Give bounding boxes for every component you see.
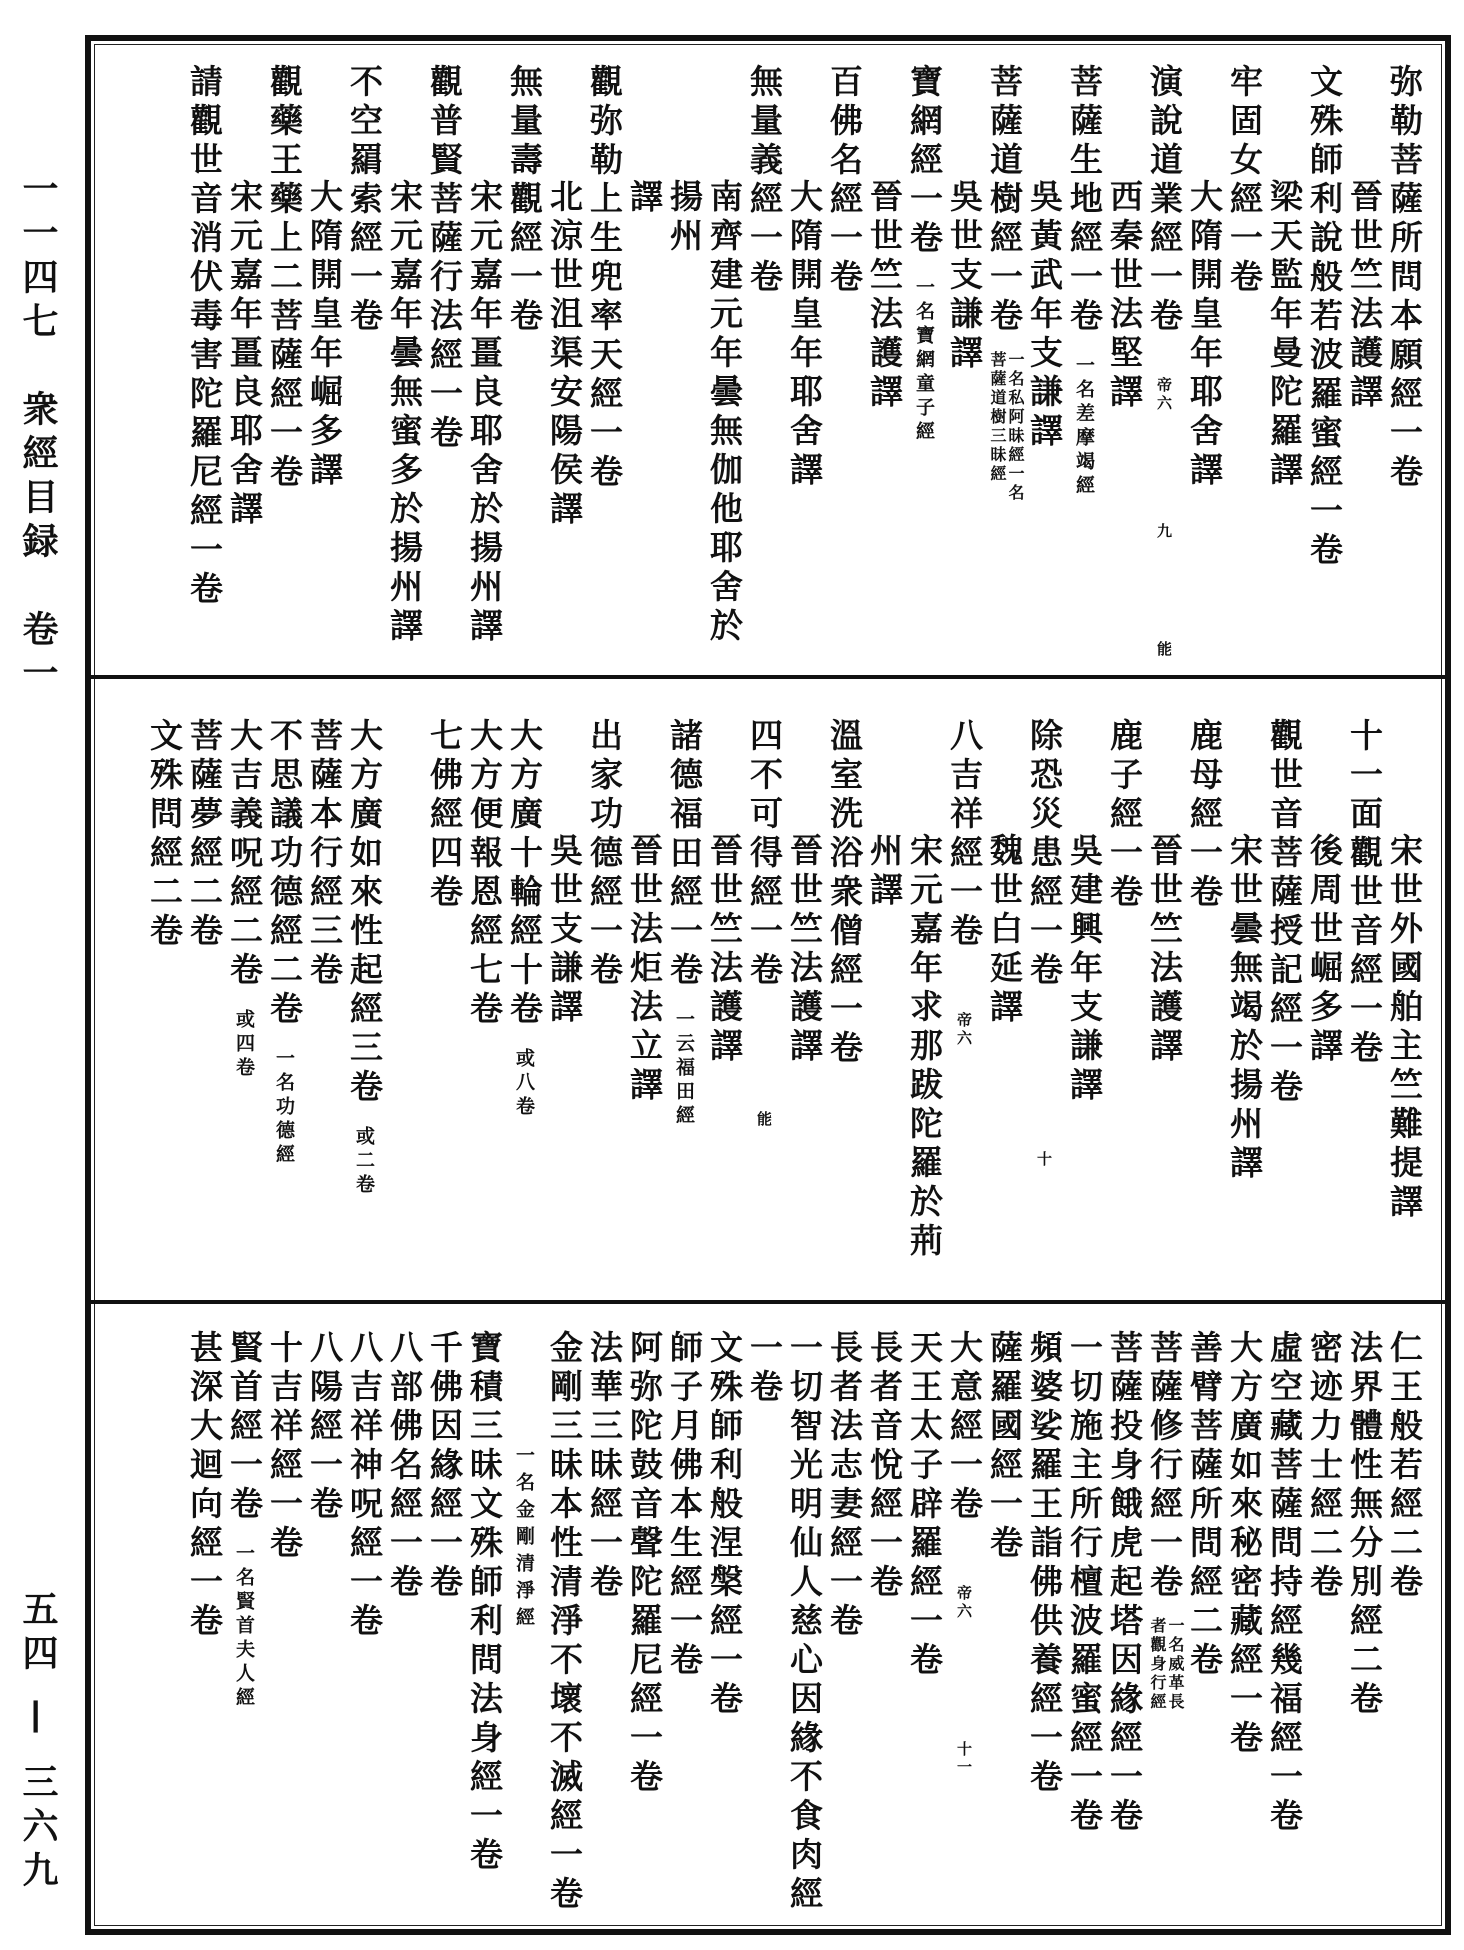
translator-line [544,64,584,664]
translator-line [664,64,744,664]
sutra-title: 不思議功德經二卷 [265,718,304,1030]
edition-mark: 十 [1035,1151,1053,1169]
sutra-title-line [584,1330,624,1920]
sutra-title-line [904,1330,944,1920]
translator-line [704,718,744,1288]
sutra-title: 頻婆娑羅王詣佛供養經一卷 [1025,1330,1064,1798]
attribution-text: 宋元嘉年畺良耶舍譯 [225,179,264,530]
sutra-title-line [464,718,504,1288]
sutra-title-line [824,1330,864,1920]
sutra-title: 大意經一卷 [945,1330,984,1525]
translator-line [624,64,664,664]
sutra-title-line [704,1330,744,1920]
attribution-text: 大隋開皇年耶舍譯 [785,179,824,491]
alternate-name-line [504,1330,544,1920]
margin-page-number: 五四 — 三六九 [17,1590,59,1896]
sutra-title-line [344,1330,384,1920]
attribution-text: 宋世曇無竭於揚州譯 [1225,833,1264,1184]
translator-line [1104,64,1144,664]
sutra-title: 牢固女經一卷 [1225,64,1264,298]
sutra-title-line [344,64,384,664]
sutra-title: 菩薩本行經三卷 [305,718,344,991]
sutra-title: 鹿母經一卷 [1185,718,1224,913]
sutra-title-line [1344,1330,1384,1920]
sutra-title: 賢首經一卷 [225,1330,264,1525]
sutra-annotation: 一云福田經 [673,1009,695,1129]
sutra-title: 大方廣十輪經十卷 [505,718,544,1030]
translator-line [384,64,424,664]
sutra-title-line [904,64,944,664]
sutra-title-line [1104,1330,1144,1920]
sutra-title-line [464,1330,504,1920]
attribution-text: 晉世竺法護譯 [865,179,904,413]
translator-line [864,64,904,664]
sutra-annotation-double-line: 一名私阿昧經一名菩薩道樹三昧經 [988,351,1025,503]
sutra-title: 文殊師利說般若波羅蜜經一卷 [1305,64,1344,571]
sutra-title: 溫室洗浴衆僧經一卷 [825,718,864,1069]
sutra-title: 菩薩夢經二卷 [185,718,224,952]
translator-line [1024,64,1064,664]
sutra-title-line [184,1330,224,1920]
sutra-title-line [184,64,224,664]
sutra-title: 法界體性無分別經二卷 [1345,1330,1384,1720]
sutra-title: 寶網經一卷 [905,64,944,259]
sutra-title-line [304,718,344,1288]
attribution-text: 北涼世沮渠安陽侯譯 [545,179,584,530]
translator-line [1224,718,1264,1288]
sutra-title: 十一面觀世音經一卷 [1345,718,1384,1069]
attribution-text: 譯 [625,179,664,218]
attribution-text: 吳黃武年支謙譯 [1025,179,1064,452]
sutra-title-line [1144,1330,1184,1920]
translator-line [1184,64,1224,664]
translator-line [224,64,264,664]
sutra-title-line [264,64,304,664]
sutra-title-line [424,718,464,1288]
sutra-title-line [864,1330,904,1920]
sutra-title: 文殊問經二卷 [145,718,184,952]
sutra-title: 弥勒菩薩所問本願經一卷 [1385,64,1424,493]
sutra-title-line [584,718,624,1288]
edition-mark: 十一 [955,1741,973,1777]
sutra-title-line [544,1330,584,1920]
sutra-title: 菩薩生地經一卷 [1065,64,1104,337]
sutra-title-line [1384,64,1424,664]
translator-line [1304,718,1344,1288]
attribution-text: 晉世竺法護譯 [1345,179,1384,413]
translator-line [304,64,344,664]
sutra-title-line [824,64,864,664]
sutra-title: 阿弥陀鼓音聲陀羅尼經一卷 [625,1330,664,1798]
sutra-title-line [344,718,384,1288]
sutra-annotation-double-line: 一名威革長者觀身行經 [1148,1617,1185,1712]
sutra-title: 師子月佛本生經一卷 [665,1330,704,1681]
sutra-title: 不空羂索經一卷 [345,64,384,337]
sutra-title: 虛空藏菩薩問持經幾福經一卷 [1265,1330,1304,1837]
attribution-text: 宋元嘉年畺良耶舍於揚州譯 [465,179,504,647]
sutra-title-line [1304,64,1344,664]
attribution-text: 魏世白延譯 [985,833,1024,1028]
sutra-title-line [664,718,704,1288]
register-divider [91,675,1445,679]
sutra-title: 大方廣如來秘密藏經一卷 [1225,1330,1264,1759]
sutra-title: 八陽經一卷 [305,1330,344,1525]
translator-line [784,64,824,664]
edition-mark: 帝六 [955,1585,973,1621]
sutra-title-line [1144,64,1184,664]
sutra-title-line [1064,64,1104,664]
sutra-title: 金剛三昧本性清淨不壞不滅經一卷 [545,1330,584,1915]
edition-mark: 帝六 [1155,377,1173,413]
translator-line [464,64,504,664]
sutra-title: 寶積三昧文殊師利問法身經一卷 [465,1330,504,1876]
sutra-title-line [944,1330,984,1920]
sutra-title: 天王太子辟羅經一卷 [905,1330,944,1681]
edition-mark: 帝六 [955,1012,973,1048]
sutra-title: 十吉祥經一卷 [265,1330,304,1564]
sutra-title-line [664,1330,704,1920]
attribution-text: 吳世支謙譯 [945,179,984,374]
sutra-title-line [304,1330,344,1920]
sutra-title-line [224,718,264,1288]
sutra-annotation: 或八卷 [513,1048,535,1120]
translator-line [1384,718,1424,1288]
sutra-annotation: 一名寶網童子經 [913,277,935,445]
translator-line [1144,718,1184,1288]
sutra-title-line [824,718,864,1288]
translator-line [944,64,984,664]
sutra-title-line [1104,718,1144,1288]
sutra-title-line [1384,1330,1424,1920]
sutra-title-line [584,64,624,664]
sutra-title: 觀世音菩薩授記經一卷 [1265,718,1304,1108]
margin-page-label: 一一四七 衆經目録 卷一 [17,170,59,698]
sutra-title-line [744,718,784,1288]
sutra-annotation: 或四卷 [233,1009,255,1081]
sutra-title: 請觀世音消伏毒害陀羅尼經一卷 [185,64,224,610]
attribution-text: 後周世崛多譯 [1305,833,1344,1067]
translator-line [784,718,824,1288]
sutra-title: 四不可得經一卷 [745,718,784,991]
sutra-title-line [184,718,224,1288]
sutra-title: 鹿子經一卷 [1105,718,1144,913]
translator-line [864,718,944,1288]
sutra-title-line [264,718,304,1288]
attribution-text: 宋元嘉年曇無蜜多於揚州譯 [385,179,424,647]
sutra-title: 一切施主所行檀波羅蜜經一卷 [1065,1330,1104,1837]
sutra-title-line [1184,718,1224,1288]
sutra-title-line [984,1330,1024,1920]
attribution-text: 晉世竺法護譯 [705,833,744,1067]
translator-line [544,718,584,1288]
sutra-title: 演說道業經一卷 [1145,64,1184,337]
sutra-title-line [944,718,984,1288]
sutra-title: 甚深大迴向經一卷 [185,1330,224,1642]
sutra-title-line [744,64,784,664]
attribution-text: 南齊建元年曇無伽他耶舍於揚州 [665,179,744,647]
sutra-title: 八吉祥神呪經一卷 [345,1330,384,1642]
sutra-title-line [1224,64,1264,664]
sutra-title: 千佛因緣經一卷 [425,1330,464,1603]
sutra-title-line [624,1330,664,1920]
attribution-text: 大隋開皇年耶舍譯 [1185,179,1224,491]
sutra-title: 仁王般若經二卷 [1385,1330,1424,1603]
sutra-annotation: 一名功德經 [273,1048,295,1168]
translator-line [1264,64,1304,664]
translator-line [1344,64,1384,664]
sutra-title: 菩薩修行經一卷 [1145,1330,1184,1603]
sutra-title: 大方便報恩經七卷 [465,718,504,1030]
sutra-title: 觀弥勒上生兜率天經一卷 [585,64,624,493]
sutra-title: 無量義經一卷 [745,64,784,298]
sutra-title: 百佛名經一卷 [825,64,864,298]
sutra-title: 薩羅國經一卷 [985,1330,1024,1564]
attribution-text: 晉世竺法護譯 [1145,833,1184,1067]
sutra-title-line [1344,718,1384,1288]
sutra-title: 大方廣如來性起經三卷 [345,718,384,1108]
attribution-text: 大隋開皇年崛多譯 [305,179,344,491]
sutra-title-line [504,718,544,1288]
sutra-title: 諸德福田經一卷 [665,718,704,991]
sutra-title-line [264,1330,304,1920]
sutra-title-line [1224,1330,1264,1920]
sutra-title-line [1024,1330,1064,1920]
attribution-text: 吳世支謙譯 [545,833,584,1028]
sutra-annotation: 一名賢首夫人經 [233,1543,255,1711]
sutra-title-line [504,64,544,664]
register-bottom [184,1330,1424,1920]
register-middle [144,718,1424,1288]
sutra-title-line [984,64,1024,664]
sutra-title: 觀藥王藥上二菩薩經一卷 [265,64,304,493]
sutra-title: 法華三昧經一卷 [585,1330,624,1603]
sutra-title: 菩薩投身餓虎起塔因緣經一卷 [1105,1330,1144,1837]
attribution-text: 晉世竺法護譯 [785,833,824,1067]
sutra-title: 出家功德經一卷 [585,718,624,991]
sutra-title-line [1264,718,1304,1288]
edition-mark: 九 [1155,523,1173,541]
sutra-title: 長者法志妻經一卷 [825,1330,864,1642]
attribution-text: 吳建興年支謙譯 [1065,833,1104,1106]
attribution-text: 晉世法炬法立譯 [625,833,664,1106]
sutra-title: 八吉祥經一卷 [945,718,984,952]
sutra-title-line [1264,1330,1304,1920]
sutra-title: 八部佛名經一卷 [385,1330,424,1603]
translator-line [1064,718,1104,1288]
sutra-title-line [1184,1330,1224,1920]
sutra-title: 除恐災患經一卷 [1025,718,1064,991]
sutra-title-line [1024,718,1064,1288]
attribution-text: 一名金剛清淨經 [513,1445,535,1634]
sutra-title: 大吉義呪經二卷 [225,718,264,991]
sutra-title: 一切智光明仙人慈心因緣不食肉經一卷 [745,1330,824,1915]
register-divider [91,1300,1445,1304]
sutra-title: 菩薩道樹經一卷 [985,64,1024,337]
sutra-title: 無量壽觀經一卷 [505,64,544,337]
attribution-text: 宋元嘉年求那跋陀羅於荊州譯 [865,833,944,1262]
sutra-title: 密迹力士經二卷 [1305,1330,1344,1603]
sutra-title: 長者音悅經一卷 [865,1330,904,1603]
sutra-title-line [1064,1330,1104,1920]
sutra-title: 七佛經四卷 [425,718,464,913]
edition-mark: 能 [1155,641,1173,659]
sutra-title-line [744,1330,824,1920]
attribution-text: 梁天監年曼陀羅譯 [1265,179,1304,491]
sutra-title-line [144,718,184,1288]
sutra-title: 善臂菩薩所問經二卷 [1185,1330,1224,1681]
edition-mark: 能 [755,1111,773,1129]
sutra-title-line [424,64,464,664]
sutra-title: 觀普賢菩薩行法經一卷 [425,64,464,454]
sutra-annotation: 或二卷 [353,1126,375,1198]
sutra-title-line [224,1330,264,1920]
attribution-text: 西秦世法堅譯 [1105,179,1144,413]
register-top [184,64,1424,664]
sutra-title-line [424,1330,464,1920]
sutra-title-line [1304,1330,1344,1920]
sutra-title: 文殊師利般涅槃經一卷 [705,1330,744,1720]
translator-line [984,718,1024,1288]
sutra-annotation: 一名差摩竭經 [1073,355,1095,499]
translator-line [624,718,664,1288]
attribution-text: 宋世外國舶主竺難提譯 [1385,833,1424,1223]
sutra-title-line [384,1330,424,1920]
